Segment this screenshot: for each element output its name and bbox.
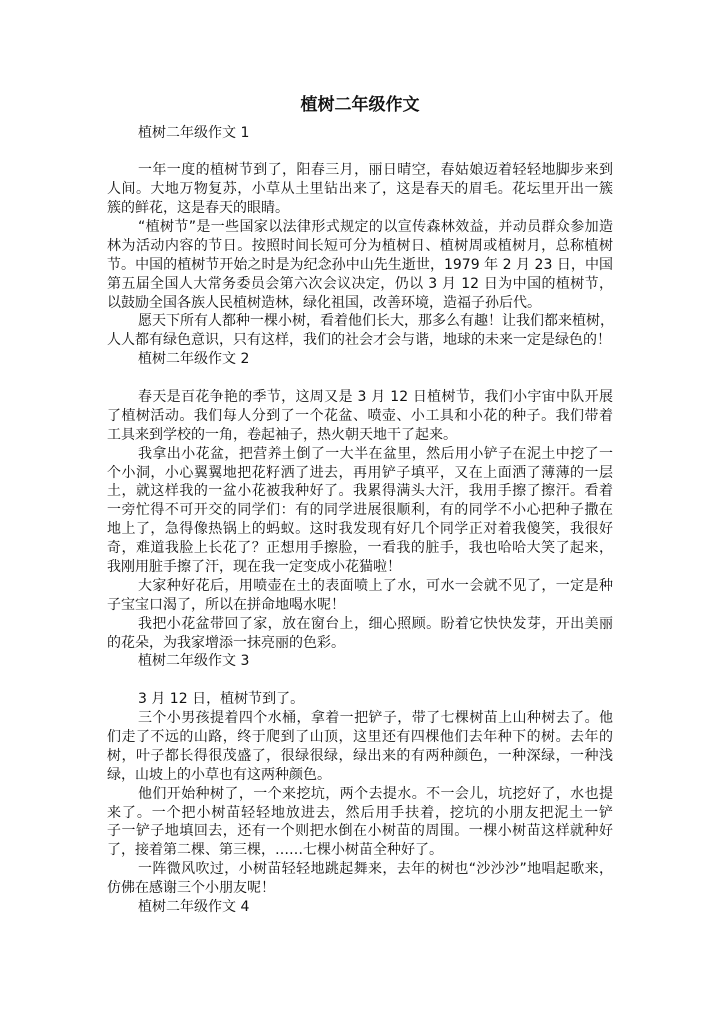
section-heading: 植树二年级作文 1 — [138, 124, 250, 141]
text-line: 绿，山坡上的小草也有这两种颜色。 — [107, 766, 331, 783]
text-line: 我刚用脏手擦了汗，现在我一定变成小花猫啦！ — [107, 558, 401, 575]
text-line: 一年一度的植树节到了，阳春三月，丽日晴空，春姑娘迈着轻轻地脚步来到 — [138, 162, 613, 179]
text-line: 子宝宝口渴了，所以在拼命地喝水呢！ — [107, 596, 345, 613]
document-body — [107, 124, 613, 917]
text-line: 了，接着第二棵、第三棵，……七棵小树苗全种好了。 — [107, 842, 443, 859]
text-line: 一旁忙得不可开交的同学们：有的同学进展很顺利，有的同学不小心把种子撒在 — [107, 502, 613, 519]
text-line: 个小洞，小心翼翼地把花籽洒了进去，再用铲子填平，又在上面洒了薄薄的一层 — [107, 464, 613, 481]
text-line: 子一铲子地填回去，还有一个则把水倒在小树苗的周围。一棵小树苗这样就种好 — [107, 823, 613, 840]
text-line: 我拿出小花盆，把营养土倒了一大半在盆里，然后用小铲子在泥土中挖了一 — [138, 445, 613, 462]
section-heading: 植树二年级作文 3 — [138, 653, 250, 670]
blank-line — [107, 671, 613, 690]
section-heading: 植树二年级作文 4 — [138, 899, 250, 916]
text-line: 地上了，急得像热锅上的蚂蚁。这时我发现有好几个同学正对着我傻笑，我很好 — [107, 521, 613, 538]
text-line: 第五届全国人大常务委员会第六次会议决定，仍以 3 月 12 日为中国的植树节， — [107, 275, 613, 292]
text-line: 奇，难道我脸上长花了？正想用手擦脸，一看我的脏手，我也哈哈大笑了起来， — [107, 540, 613, 557]
text-line: 节。中国的植树节开始之时是为纪念孙中山先生逝世，1979 年 2 月 23 日，中国 — [107, 256, 613, 273]
text-line: 愿天下所有人都种一棵小树，看着他们长大，那多么有趣！让我们都来植树， — [138, 313, 614, 330]
text-line: 一阵微风吹过，小树苗轻轻地跳起舞来，去年的树也“沙沙沙”地唱起歌来， — [138, 861, 613, 878]
text-line: “植树节”是一些国家以法律形式规定的以宣传森林效益，并动员群众参加造 — [138, 218, 613, 235]
paragraph — [107, 860, 613, 898]
document-title: 植树二年级作文 — [300, 95, 420, 115]
essay-section — [107, 898, 613, 917]
text-line: 人人都有绿色意识，只有这样，我们的社会才会与谐，地球的未来一定是绿色的！ — [107, 332, 611, 349]
paragraph — [107, 577, 613, 615]
text-line: 簇的鲜花，这是春天的眼睛。 — [107, 200, 289, 217]
paragraph — [107, 161, 613, 218]
text-line: 他们开始种树了，一个来挖坑，两个去提水。不一会儿，坑挖好了，水也提 — [138, 785, 613, 802]
text-line: 人间。大地万物复苏，小草从土里钻出来了，这是春天的眉毛。花坛里开出一簇 — [107, 181, 613, 198]
paragraph — [107, 312, 613, 350]
section-heading: 植树二年级作文 2 — [138, 351, 250, 368]
paragraph — [107, 785, 613, 861]
paragraph — [107, 445, 613, 577]
text-line: 的花朵，为我家增添一抹亮丽的色彩。 — [107, 634, 345, 651]
paragraph — [107, 388, 613, 445]
essay-section — [107, 652, 613, 898]
paragraph — [107, 690, 613, 709]
blank-line — [107, 369, 613, 388]
text-line: 大家种好花后，用喷壶在土的表面喷上了水，可水一会就不见了，一定是种 — [138, 577, 613, 594]
text-line: 工具来到学校的一角，卷起袖子，热火朝天地干了起来。 — [107, 426, 457, 443]
paragraph — [107, 615, 613, 653]
text-line: 土，就这样我的一盆小花被我种好了。我累得满头大汗，我用手擦了擦汗。看着 — [107, 483, 613, 500]
text-line: 林为活动内容的节日。按照时间长短可分为植树日、植树周或植树月，总称植树 — [107, 237, 613, 254]
text-line: 以鼓励全国各族人民植树造林，绿化祖国，改善环境，造福子孙后代。 — [107, 294, 541, 311]
text-line: 树，叶子都长得很茂盛了，很绿很绿，绿出来的有两种颜色，一种深绿，一种浅 — [107, 747, 613, 764]
text-line: 三个小男孩提着四个水桶，拿着一把铲子，带了七棵树苗上山种树去了。他 — [138, 710, 613, 727]
paragraph — [107, 218, 613, 312]
text-line: 来了。一个把小树苗轻轻地放进去，然后用手扶着，挖坑的小朋友把泥土一铲 — [107, 804, 613, 821]
essay-section — [107, 124, 613, 351]
essay-section — [107, 350, 613, 652]
text-line: 了植树活动。我们每人分到了一个花盆、喷壶、小工具和小花的种子。我们带着 — [107, 407, 613, 424]
text-line: 春天是百花争艳的季节，这周又是 3 月 12 日植树节，我们小宇宙中队开展 — [138, 388, 613, 405]
text-line: 3 月 12 日，植树节到了。 — [138, 691, 305, 708]
text-line: 们走了不远的山路，终于爬到了山顶，这里还有四棵他们去年种下的树。去年的 — [107, 729, 613, 745]
blank-line — [107, 142, 613, 161]
paragraph — [107, 709, 613, 785]
text-line: 仿佛在感谢三个小朋友呢！ — [107, 880, 275, 897]
text-line: 我把小花盆带回了家，放在窗台上，细心照顾。盼着它快快发芽，开出美丽 — [138, 615, 613, 632]
